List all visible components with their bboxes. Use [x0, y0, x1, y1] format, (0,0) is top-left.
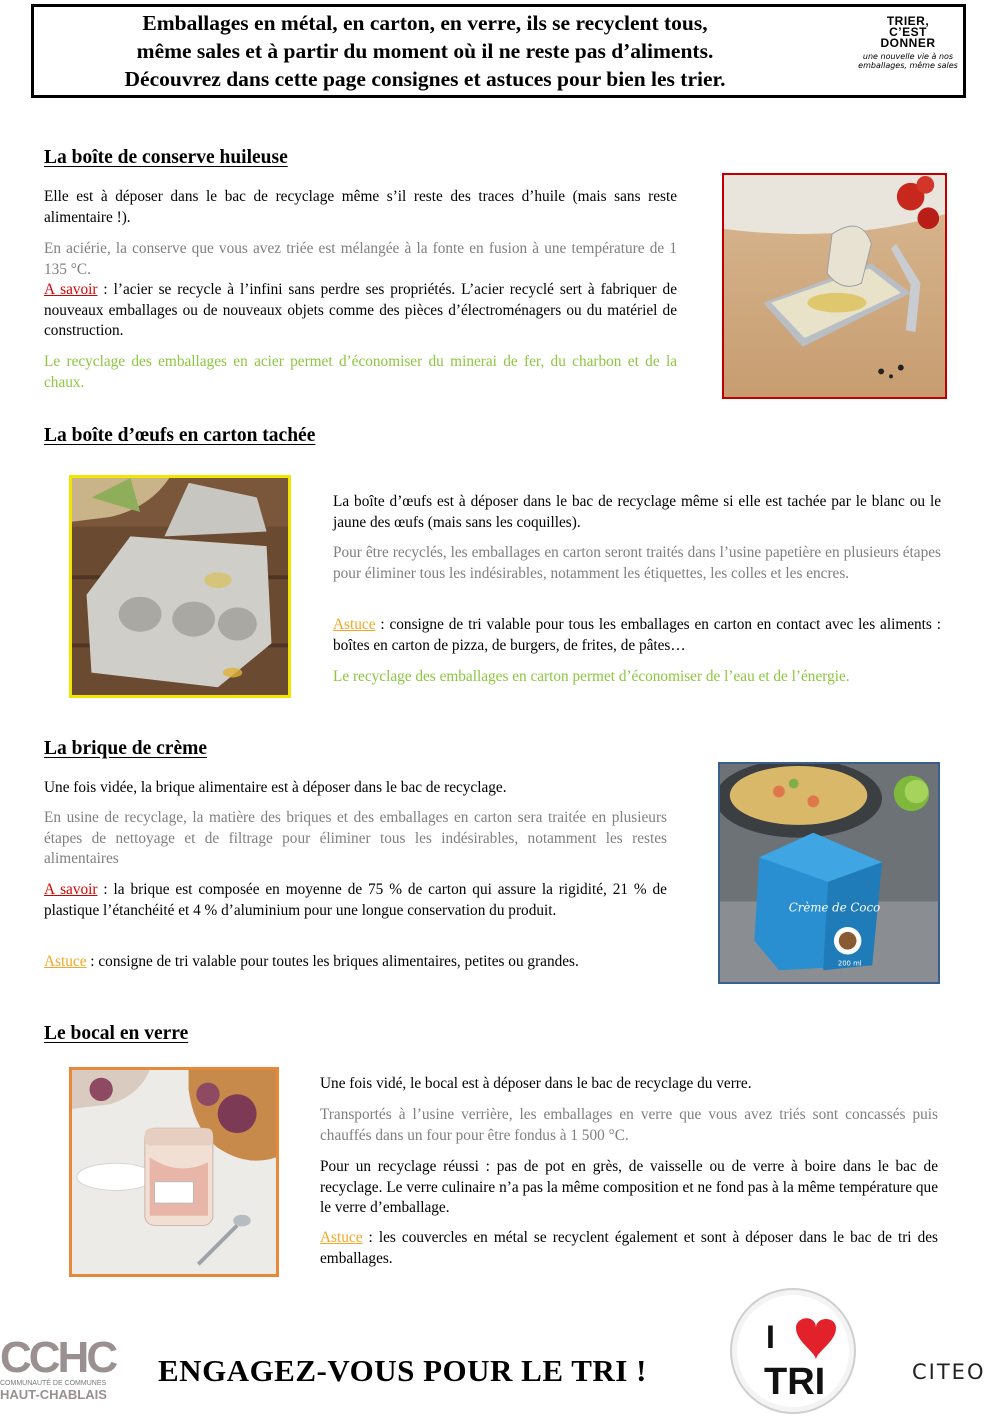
astuce-label: Astuce [320, 1229, 363, 1246]
section-title-conserve: La boîte de conserve huileuse [44, 147, 288, 168]
section-title-oeufs: La boîte d’œufs en carton tachée [44, 425, 316, 446]
oeufs-p2: Pour être recyclés, les emballages en carton seront traités dans l’usine papetière en plusieurs étapes pour éliminer tous les indésirables, notamment les étiquettes, les colles et les encres. [333, 544, 941, 582]
bocal-p4 [320, 1228, 938, 1269]
brique-p2: En usine de recyclage, la matière des briques et des emballages en carton sera traitée en plusieurs étapes de nettoyage et de filtrage pour éliminer tous les indésirables, notamment les restes alimentaires [44, 809, 667, 868]
oeufs-p4: Le recyclage des emballages en carton permet d’économiser de l’eau et de l’énergie. [333, 668, 850, 685]
badge-i: I [766, 1319, 775, 1355]
section-title-brique: La brique de crème [44, 738, 208, 759]
bocal-p3: Pour un recyclage réussi : pas de pot en grès, de vaisselle ou de verre à boire dans le bac de recyclage. Le verre culinaire n’a pas la même composition et ne fond pas à la même température que le verre d’emballage. [320, 1158, 938, 1217]
conserve-p2: En aciérie, la conserve que vous avez triée est mélangée à la fonte en fusion à une température de 1 135 °C. [44, 240, 677, 278]
a-savoir-label: A savoir [44, 281, 98, 298]
oeufs-p3-text: : consigne de tri valable pour tous les emballages en carton en contact avec les aliments : boîtes en carton de pizza, de burgers, de frites, de pâtes… [333, 616, 941, 654]
astuce-label: Astuce [333, 616, 376, 633]
conserve-p1: Elle est à déposer dans le bac de recyclage même s’il reste des traces d’huile (mais sans reste alimentaire !). [44, 188, 677, 226]
sardine-can-photo [722, 173, 947, 399]
logo-line-1: TRIER, [886, 14, 930, 28]
footer-slogan: ENGAGEZ-VOUS POUR LE TRI ! [158, 1353, 647, 1388]
brique-p4 [44, 952, 667, 973]
header-text [60, 9, 790, 93]
i-love-tri-badge [728, 1286, 858, 1416]
section-title-bocal: Le bocal en verre [44, 1023, 189, 1044]
conserve-p3-text: : l’acier se recycle à l’infini sans perdre ses propriétés. L’acier recyclé sert à fabriquer de nouveaux emballages ou de nouveaux objets comme des pièces d’électroménagers ou du matériel de construction. [44, 281, 677, 340]
logo-line-2: C’EST [889, 25, 927, 39]
citeo-logo: CITEO [912, 1360, 986, 1384]
pack-label: Crème de Coco [788, 900, 881, 915]
trier-cest-donner-logo [853, 16, 963, 88]
bocal-p2: Transportés à l’usine verrière, les emballages en verre que vous avez triés sont concassés puis chauffés dans un four pour être fondus à 1 500 °C. [320, 1106, 938, 1144]
cchc-logo [0, 1333, 120, 1416]
brique-p3-text: : la brique est composée en moyenne de 75 % de carton qui assure la rigidité, 21 % de plastique l’étanchéité et 4 % d’aluminium pour une longue conservation du produit. [44, 881, 667, 919]
brique-p1: Une fois vidée, la brique alimentaire est à déposer dans le bac de recyclage. [44, 779, 507, 796]
logo-line-3: DONNER [880, 36, 936, 50]
pack-size: 200 ml [837, 959, 862, 968]
cchc-logo-letters: CCHC [0, 1333, 116, 1382]
header-line-2: même sales et à partir du moment où il ne reste pas d’aliments. [136, 39, 714, 63]
bocal-p1: Une fois vidé, le bocal est à déposer dans le bac de recyclage du verre. [320, 1075, 752, 1092]
astuce-label: Astuce [44, 953, 87, 970]
cream-brick-photo [718, 762, 940, 984]
brique-p4-text: : consigne de tri valable pour toutes les briques alimentaires, petites ou grandes. [86, 953, 579, 970]
egg-box-photo [69, 475, 291, 698]
bocal-p4-text: : les couvercles en métal se recyclent également et sont à déposer dans le bac de tri des emballages. [320, 1229, 938, 1267]
cchc-logo-subtitle: COMMUNAUTÉ DE COMMUNES [0, 1380, 107, 1387]
header-line-1: Emballages en métal, en carton, en verre, ils se recyclent tous, [142, 11, 708, 35]
brique-p3 [44, 880, 667, 921]
glass-jar-photo [69, 1067, 279, 1277]
cchc-logo-name: HAUT-CHABLAIS [0, 1387, 107, 1402]
oeufs-p1: La boîte d’œufs est à déposer dans le bac de recyclage même si elle est tachée par le blanc ou le jaune des œufs (mais sans les coquilles). [333, 493, 941, 531]
badge-tri: TRI [764, 1361, 826, 1403]
logo-tagline: une nouvelle vie à nos emballages, même sales [858, 52, 958, 70]
conserve-p3 [44, 280, 677, 342]
oeufs-p3 [333, 615, 941, 656]
header-line-3: Découvrez dans cette page consignes et astuces pour bien les trier. [124, 67, 726, 91]
a-savoir-label: A savoir [44, 881, 98, 898]
conserve-p4: Le recyclage des emballages en acier permet d’économiser du minerai de fer, du charbon et de la chaux. [44, 353, 677, 391]
